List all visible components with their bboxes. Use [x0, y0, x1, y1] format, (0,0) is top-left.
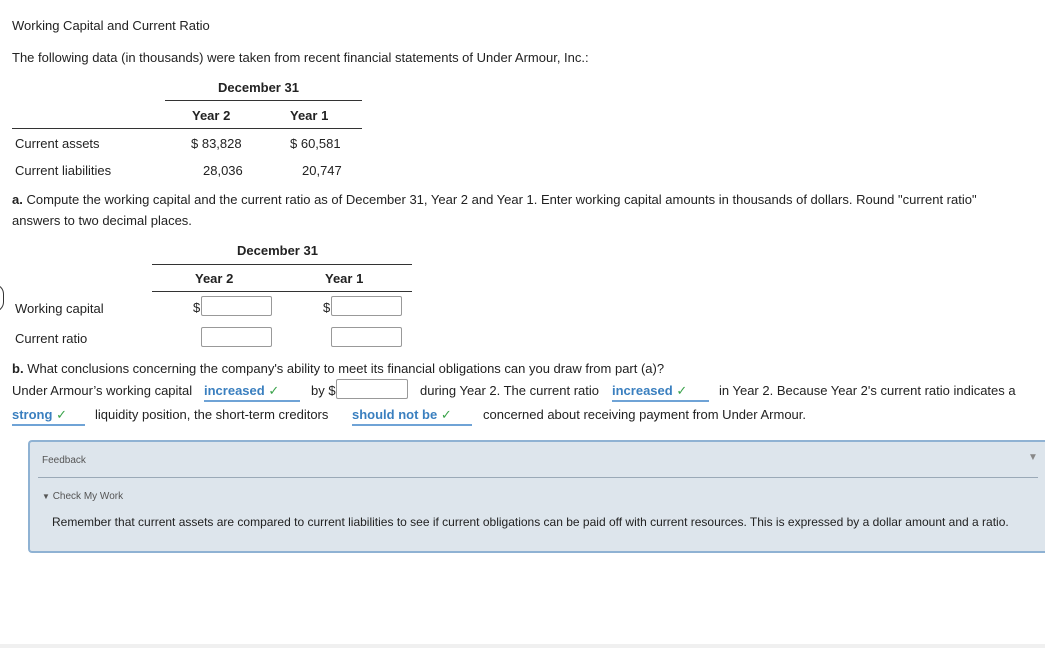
part-b-question-text: What conclusions concerning the company's ability to meet its financial obligations can you draw from part (a)?: [27, 361, 665, 376]
feedback-message: Remember that current assets are compared to current liabilities to see if current obligations can be paid off with current resources. This is expressed by a dollar amount and a ratio.: [52, 515, 1009, 529]
currency-symbol-year1: $: [323, 300, 331, 315]
row-label-current-assets: Current assets: [15, 136, 100, 151]
table1-header: December 31: [218, 80, 299, 95]
dropdown-current-ratio-value: increased: [612, 383, 673, 398]
dropdown-creditor-concern[interactable]: [352, 407, 472, 426]
table2-col-year1: Year 1: [325, 271, 364, 286]
part-a-prefix: a.: [12, 192, 23, 207]
table1-col-year2: Year 2: [192, 108, 231, 123]
part-b-sentence-4: in Year 2. Because Year 2's current ratio indicates a: [719, 383, 1016, 398]
current-liabilities-year2: 28,036: [203, 163, 243, 178]
part-b-sentence-6: concerned about receiving payment from Under Armour.: [483, 407, 807, 422]
part-b-sentence-2: by $: [311, 383, 336, 398]
correct-check-icon: ✓: [268, 383, 280, 398]
table1-header-rule: [165, 100, 362, 101]
correct-check-icon: ✓: [676, 383, 688, 398]
expand-triangle-icon: ▼: [42, 492, 50, 501]
table2-col-year2: Year 2: [195, 271, 234, 286]
table1-col-year1: Year 1: [290, 108, 329, 123]
dropdown-current-ratio-change[interactable]: [612, 383, 709, 402]
part-b-sentence-3: during Year 2. The current ratio: [420, 383, 599, 398]
feedback-label: Feedback: [42, 455, 86, 466]
check-my-work-toggle[interactable]: [42, 491, 123, 502]
feedback-panel: [28, 440, 1045, 553]
dropdown-liquidity-value: strong: [12, 407, 53, 422]
table2-header-rule: [152, 264, 412, 265]
current-assets-year2: $ 83,828: [191, 136, 242, 151]
dropdown-working-capital-change[interactable]: [204, 383, 300, 402]
feedback-divider: [38, 477, 1038, 478]
working-capital-year2-input[interactable]: [201, 296, 272, 316]
check-my-work-label: Check My Work: [52, 491, 124, 502]
correct-check-icon: ✓: [56, 407, 67, 422]
part-a-instructions-cont: answers to two decimal places.: [12, 213, 192, 228]
part-b-prefix: b.: [12, 361, 24, 376]
table2-header: December 31: [237, 243, 318, 258]
current-assets-year1: $ 60,581: [290, 136, 341, 151]
dropdown-working-capital-value: increased: [204, 383, 265, 398]
bottom-divider: [0, 644, 1045, 648]
correct-check-icon: ✓: [440, 407, 452, 422]
working-capital-change-input[interactable]: [336, 379, 408, 399]
table2-col-rule: [152, 291, 412, 292]
side-marker-icon: [0, 284, 4, 312]
part-a-instructions: [12, 192, 977, 207]
part-a-text: Compute the working capital and the current ratio as of December 31, Year 2 and Year 1. Enter working capital amounts in thousands of dollars. Round "current ratio": [26, 192, 977, 207]
dropdown-liquidity-position[interactable]: [12, 407, 85, 426]
row-label-working-capital: Working capital: [15, 301, 104, 316]
part-b-sentence-1: Under Armour’s working capital: [12, 383, 193, 398]
working-capital-year1-input[interactable]: [331, 296, 402, 316]
current-liabilities-year1: 20,747: [302, 163, 342, 178]
dropdown-creditor-value: should not be: [352, 407, 438, 422]
intro-text: The following data (in thousands) were taken from recent financial statements of Under Armour, Inc.:: [12, 50, 589, 65]
current-ratio-year1-input[interactable]: [331, 327, 402, 347]
page-title: Working Capital and Current Ratio: [12, 18, 210, 33]
table1-col-rule: [12, 128, 362, 129]
part-b-question: [12, 361, 664, 376]
current-ratio-year2-input[interactable]: [201, 327, 272, 347]
row-label-current-liabilities: Current liabilities: [15, 163, 112, 178]
part-b-sentence-5: liquidity position, the short-term creditors: [95, 407, 329, 422]
row-label-current-ratio: Current ratio: [15, 331, 88, 346]
collapse-triangle-icon[interactable]: ▼: [1028, 452, 1038, 463]
currency-symbol-year2: $: [193, 300, 201, 315]
